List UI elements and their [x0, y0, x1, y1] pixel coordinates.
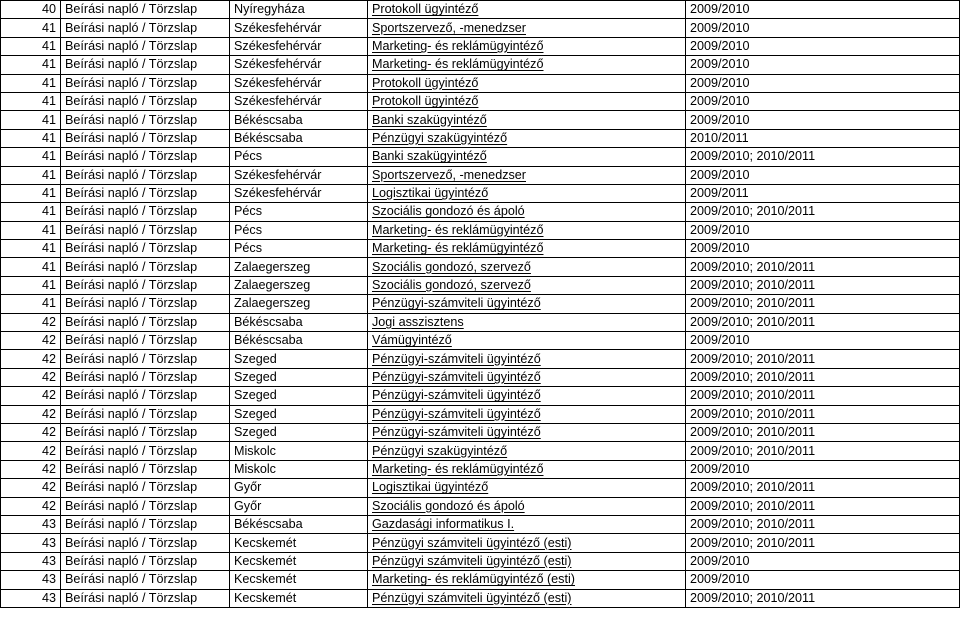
city-cell[interactable]: Zalaegerszeg	[230, 295, 368, 313]
table-row	[1, 479, 960, 497]
table-row	[1, 92, 960, 110]
qualification-cell[interactable]	[368, 442, 686, 460]
school-year-cell[interactable]: 2009/2010; 2010/2011	[686, 148, 960, 166]
table-row	[1, 423, 960, 441]
row-number-cell[interactable]: 41	[1, 111, 61, 129]
table-row	[1, 37, 960, 55]
row-number-cell[interactable]: 41	[1, 19, 61, 37]
table-row	[1, 552, 960, 570]
row-number-cell[interactable]: 40	[1, 1, 61, 19]
school-year-cell[interactable]: 2009/2010	[686, 111, 960, 129]
row-number-cell[interactable]: 41	[1, 184, 61, 202]
school-year-cell[interactable]: 2009/2010; 2010/2011	[686, 442, 960, 460]
document-type-cell[interactable]: Beírási napló / Törzslap	[61, 37, 230, 55]
table-row	[1, 258, 960, 276]
document-type-cell[interactable]: Beírási napló / Törzslap	[61, 184, 230, 202]
document-type-cell[interactable]: Beírási napló / Törzslap	[61, 497, 230, 515]
school-year-cell[interactable]: 2009/2010; 2010/2011	[686, 258, 960, 276]
qualification-cell[interactable]	[368, 276, 686, 294]
document-type-cell[interactable]: Beírási napló / Törzslap	[61, 56, 230, 74]
city-cell[interactable]: Kecskemét	[230, 534, 368, 552]
row-number-cell[interactable]: 41	[1, 276, 61, 294]
qualification-cell[interactable]	[368, 423, 686, 441]
school-year-cell[interactable]: 2009/2010	[686, 552, 960, 570]
city-cell[interactable]: Székesfehérvár	[230, 166, 368, 184]
school-year-cell[interactable]: 2009/2010; 2010/2011	[686, 387, 960, 405]
school-year-cell[interactable]: 2009/2010	[686, 37, 960, 55]
qualification-text: Marketing- és reklámügyintéző	[372, 38, 544, 53]
document-type-cell[interactable]: Beírási napló / Törzslap	[61, 203, 230, 221]
table-row	[1, 19, 960, 37]
city-cell[interactable]: Miskolc	[230, 460, 368, 478]
document-type-cell[interactable]: Beírási napló / Törzslap	[61, 221, 230, 239]
city-cell[interactable]: Békéscsaba	[230, 313, 368, 331]
row-number-cell[interactable]: 42	[1, 497, 61, 515]
table-row	[1, 442, 960, 460]
row-number-cell[interactable]: 41	[1, 92, 61, 110]
row-number-cell[interactable]: 42	[1, 387, 61, 405]
qualification-text: Pénzügyi szakügyintéző	[372, 443, 508, 458]
table-row	[1, 276, 960, 294]
city-cell[interactable]: Székesfehérvár	[230, 74, 368, 92]
qualification-text: Pénzügyi számviteli ügyintéző (esti)	[372, 535, 572, 550]
school-year-cell[interactable]: 2009/2010; 2010/2011	[686, 497, 960, 515]
school-year-cell[interactable]: 2009/2010	[686, 240, 960, 258]
document-type-cell[interactable]: Beírási napló / Törzslap	[61, 368, 230, 386]
table-body	[1, 1, 960, 608]
table-row	[1, 74, 960, 92]
table-row	[1, 221, 960, 239]
qualification-text: Logisztikai ügyintéző	[372, 186, 489, 201]
qualification-text: Marketing- és reklámügyintéző	[372, 222, 544, 237]
table-row	[1, 1, 960, 19]
table-row	[1, 203, 960, 221]
document-type-cell[interactable]: Beírási napló / Törzslap	[61, 442, 230, 460]
city-cell[interactable]: Pécs	[230, 148, 368, 166]
qualification-text: Banki szakügyintéző	[372, 149, 487, 164]
row-number-cell[interactable]: 42	[1, 423, 61, 441]
table-row	[1, 497, 960, 515]
table-row	[1, 129, 960, 147]
school-year-cell[interactable]: 2009/2010	[686, 332, 960, 350]
row-number-cell[interactable]: 42	[1, 405, 61, 423]
qualification-text: Szociális gondozó, szervező	[372, 278, 531, 293]
row-number-cell[interactable]: 41	[1, 129, 61, 147]
qualification-cell[interactable]	[368, 515, 686, 533]
qualification-cell[interactable]	[368, 184, 686, 202]
school-year-cell[interactable]: 2009/2010; 2010/2011	[686, 276, 960, 294]
row-number-cell[interactable]: 41	[1, 74, 61, 92]
school-year-cell[interactable]: 2009/2010; 2010/2011	[686, 350, 960, 368]
city-cell[interactable]: Pécs	[230, 203, 368, 221]
city-cell[interactable]: Székesfehérvár	[230, 56, 368, 74]
table-row	[1, 240, 960, 258]
city-cell[interactable]: Békéscsaba	[230, 111, 368, 129]
city-cell[interactable]: Kecskemét	[230, 589, 368, 607]
school-year-cell[interactable]: 2009/2010; 2010/2011	[686, 534, 960, 552]
row-number-cell[interactable]: 41	[1, 203, 61, 221]
document-type-cell[interactable]: Beírási napló / Törzslap	[61, 515, 230, 533]
qualification-cell[interactable]	[368, 313, 686, 331]
qualification-cell[interactable]	[368, 1, 686, 19]
table-row	[1, 295, 960, 313]
school-year-cell[interactable]: 2009/2010; 2010/2011	[686, 405, 960, 423]
document-type-cell[interactable]: Beírási napló / Törzslap	[61, 276, 230, 294]
row-number-cell[interactable]: 41	[1, 166, 61, 184]
qualification-text: Protokoll ügyintéző	[372, 75, 479, 90]
qualification-text: Vámügyintéző	[372, 333, 452, 348]
row-number-cell[interactable]: 42	[1, 460, 61, 478]
city-cell[interactable]: Zalaegerszeg	[230, 276, 368, 294]
table-row	[1, 589, 960, 607]
qualification-cell[interactable]	[368, 56, 686, 74]
qualification-text: Pénzügyi számviteli ügyintéző (esti)	[372, 553, 572, 568]
document-type-cell[interactable]: Beírási napló / Törzslap	[61, 332, 230, 350]
city-cell[interactable]: Székesfehérvár	[230, 19, 368, 37]
qualification-text: Pénzügyi-számviteli ügyintéző	[372, 296, 541, 311]
document-type-cell[interactable]: Beírási napló / Törzslap	[61, 571, 230, 589]
row-number-cell[interactable]: 42	[1, 479, 61, 497]
qualification-cell[interactable]	[368, 203, 686, 221]
qualification-cell[interactable]	[368, 148, 686, 166]
qualification-cell[interactable]	[368, 589, 686, 607]
qualification-text: Jogi asszisztens	[372, 314, 464, 329]
table-row	[1, 313, 960, 331]
document-type-cell[interactable]: Beírási napló / Törzslap	[61, 479, 230, 497]
city-cell[interactable]: Békéscsaba	[230, 515, 368, 533]
table-row	[1, 405, 960, 423]
document-type-cell[interactable]: Beírási napló / Törzslap	[61, 460, 230, 478]
document-type-cell[interactable]: Beírási napló / Törzslap	[61, 240, 230, 258]
city-cell[interactable]: Szeged	[230, 387, 368, 405]
row-number-cell[interactable]: 42	[1, 313, 61, 331]
qualification-cell[interactable]	[368, 387, 686, 405]
qualification-text: Marketing- és reklámügyintéző	[372, 241, 544, 256]
city-cell[interactable]: Győr	[230, 497, 368, 515]
city-cell[interactable]: Nyíregyháza	[230, 1, 368, 19]
school-year-cell[interactable]: 2009/2010	[686, 92, 960, 110]
school-year-cell[interactable]: 2009/2010; 2010/2011	[686, 479, 960, 497]
table-row	[1, 387, 960, 405]
city-cell[interactable]: Pécs	[230, 240, 368, 258]
document-type-cell[interactable]: Beírási napló / Törzslap	[61, 589, 230, 607]
qualification-cell[interactable]	[368, 74, 686, 92]
qualification-cell[interactable]	[368, 166, 686, 184]
document-type-cell[interactable]: Beírási napló / Törzslap	[61, 313, 230, 331]
document-type-cell[interactable]: Beírási napló / Törzslap	[61, 111, 230, 129]
qualification-text: Pénzügyi-számviteli ügyintéző	[372, 425, 541, 440]
qualification-text: Marketing- és reklámügyintéző (esti)	[372, 572, 575, 587]
qualification-text: Protokoll ügyintéző	[372, 94, 479, 109]
document-type-cell[interactable]: Beírási napló / Törzslap	[61, 92, 230, 110]
document-type-cell[interactable]: Beírási napló / Törzslap	[61, 19, 230, 37]
qualification-text: Szociális gondozó és ápoló	[372, 498, 525, 513]
qualification-text: Pénzügyi-számviteli ügyintéző	[372, 370, 541, 384]
document-type-cell[interactable]: Beírási napló / Törzslap	[61, 166, 230, 184]
qualification-text: Marketing- és reklámügyintéző	[372, 461, 544, 476]
city-cell[interactable]: Székesfehérvár	[230, 92, 368, 110]
table-row	[1, 56, 960, 74]
qualification-cell[interactable]	[368, 37, 686, 55]
qualification-text: Marketing- és reklámügyintéző	[372, 57, 544, 72]
row-number-cell[interactable]: 41	[1, 240, 61, 258]
school-year-cell[interactable]: 2009/2010; 2010/2011	[686, 589, 960, 607]
row-number-cell[interactable]: 41	[1, 56, 61, 74]
school-year-cell[interactable]: 2009/2010	[686, 56, 960, 74]
qualification-text: Pénzügyi-számviteli ügyintéző	[372, 406, 541, 421]
table-row	[1, 368, 960, 386]
school-year-cell[interactable]: 2009/2010	[686, 460, 960, 478]
document-type-cell[interactable]: Beírási napló / Törzslap	[61, 258, 230, 276]
school-year-cell[interactable]: 2009/2010	[686, 166, 960, 184]
table-row	[1, 515, 960, 533]
school-year-cell[interactable]: 2009/2010	[686, 19, 960, 37]
document-type-cell[interactable]: Beírási napló / Törzslap	[61, 534, 230, 552]
document-type-cell[interactable]: Beírási napló / Törzslap	[61, 129, 230, 147]
qualification-cell[interactable]	[368, 460, 686, 478]
document-type-cell[interactable]: Beírási napló / Törzslap	[61, 295, 230, 313]
qualification-text: Protokoll ügyintéző	[372, 2, 479, 17]
table-row	[1, 166, 960, 184]
city-cell[interactable]: Békéscsaba	[230, 332, 368, 350]
city-cell[interactable]: Miskolc	[230, 442, 368, 460]
school-year-cell[interactable]: 2009/2010; 2010/2011	[686, 515, 960, 533]
qualification-text: Szociális gondozó, szervező	[372, 259, 531, 274]
row-number-cell[interactable]: 41	[1, 295, 61, 313]
document-type-cell[interactable]: Beírási napló / Törzslap	[61, 552, 230, 570]
document-type-cell[interactable]: Beírási napló / Törzslap	[61, 405, 230, 423]
qualification-cell[interactable]	[368, 405, 686, 423]
row-number-cell[interactable]: 41	[1, 221, 61, 239]
school-year-cell[interactable]: 2010/2011	[686, 129, 960, 147]
table-row	[1, 332, 960, 350]
school-year-cell[interactable]: 2009/2010	[686, 221, 960, 239]
city-cell[interactable]: Szeged	[230, 405, 368, 423]
qualification-cell[interactable]	[368, 497, 686, 515]
qualification-cell[interactable]	[368, 111, 686, 129]
qualification-cell[interactable]	[368, 534, 686, 552]
school-year-cell[interactable]: 2009/2010; 2010/2011	[686, 313, 960, 331]
qualification-cell[interactable]	[368, 332, 686, 350]
qualification-cell[interactable]	[368, 295, 686, 313]
school-year-cell[interactable]: 2009/2011	[686, 184, 960, 202]
city-cell[interactable]: Kecskemét	[230, 571, 368, 589]
school-year-cell[interactable]: 2009/2010; 2010/2011	[686, 295, 960, 313]
qualification-cell[interactable]	[368, 552, 686, 570]
qualification-cell[interactable]	[368, 368, 686, 386]
table-row	[1, 148, 960, 166]
table-row	[1, 534, 960, 552]
qualification-cell[interactable]	[368, 221, 686, 239]
city-cell[interactable]: Békéscsaba	[230, 129, 368, 147]
qualification-text: Gazdasági informatikus I.	[372, 517, 515, 532]
qualification-cell[interactable]	[368, 92, 686, 110]
qualification-text: Sportszervező, -menedzser	[372, 20, 526, 35]
city-cell[interactable]: Szeged	[230, 350, 368, 368]
row-number-cell[interactable]: 43	[1, 552, 61, 570]
table-row	[1, 571, 960, 589]
city-cell[interactable]: Székesfehérvár	[230, 37, 368, 55]
row-number-cell[interactable]: 42	[1, 368, 61, 386]
table-row	[1, 184, 960, 202]
document-type-cell[interactable]: Beírási napló / Törzslap	[61, 350, 230, 368]
school-year-cell[interactable]: 2009/2010; 2010/2011	[686, 203, 960, 221]
table-row	[1, 350, 960, 368]
school-year-cell[interactable]: 2009/2010; 2010/2011	[686, 423, 960, 441]
city-cell[interactable]: Székesfehérvár	[230, 184, 368, 202]
qualification-cell[interactable]	[368, 240, 686, 258]
city-cell[interactable]: Pécs	[230, 221, 368, 239]
qualification-cell[interactable]	[368, 571, 686, 589]
document-type-cell[interactable]: Beírási napló / Törzslap	[61, 1, 230, 19]
row-number-cell[interactable]: 41	[1, 148, 61, 166]
row-number-cell[interactable]: 43	[1, 571, 61, 589]
city-cell[interactable]: Szeged	[230, 368, 368, 386]
school-year-cell[interactable]: 2009/2010; 2010/2011	[686, 368, 960, 386]
document-type-cell[interactable]: Beírási napló / Törzslap	[61, 387, 230, 405]
city-cell[interactable]: Kecskemét	[230, 552, 368, 570]
qualification-text: Sportszervező, -menedzser	[372, 167, 526, 182]
table-row	[1, 460, 960, 478]
row-number-cell[interactable]: 43	[1, 534, 61, 552]
row-number-cell[interactable]: 43	[1, 589, 61, 607]
qualification-text: Pénzügyi szakügyintéző	[372, 130, 508, 145]
school-year-cell[interactable]: 2009/2010	[686, 571, 960, 589]
table-row	[1, 111, 960, 129]
qualification-text: Szociális gondozó és ápoló	[372, 204, 525, 219]
qualification-text: Banki szakügyintéző	[372, 112, 487, 127]
qualification-cell[interactable]	[368, 129, 686, 147]
row-number-cell[interactable]: 42	[1, 442, 61, 460]
school-year-cell[interactable]: 2009/2010	[686, 74, 960, 92]
row-number-cell[interactable]: 41	[1, 258, 61, 276]
qualification-cell[interactable]	[368, 19, 686, 37]
row-number-cell[interactable]: 41	[1, 37, 61, 55]
city-cell[interactable]: Zalaegerszeg	[230, 258, 368, 276]
document-type-cell[interactable]: Beírási napló / Törzslap	[61, 74, 230, 92]
document-type-cell[interactable]: Beírási napló / Törzslap	[61, 423, 230, 441]
qualification-cell[interactable]	[368, 479, 686, 497]
school-year-cell[interactable]: 2009/2010	[686, 1, 960, 19]
row-number-cell[interactable]: 43	[1, 515, 61, 533]
city-cell[interactable]: Győr	[230, 479, 368, 497]
row-number-cell[interactable]: 42	[1, 350, 61, 368]
qualification-text: Pénzügyi-számviteli ügyintéző	[372, 388, 541, 403]
qualification-text: Pénzügyi-számviteli ügyintéző	[372, 351, 541, 366]
qualification-cell[interactable]	[368, 350, 686, 368]
document-type-cell[interactable]: Beírási napló / Törzslap	[61, 148, 230, 166]
city-cell[interactable]: Szeged	[230, 423, 368, 441]
qualification-text: Logisztikai ügyintéző	[372, 480, 489, 495]
row-number-cell[interactable]: 42	[1, 332, 61, 350]
qualification-cell[interactable]	[368, 258, 686, 276]
qualification-text: Pénzügyi számviteli ügyintéző (esti)	[372, 590, 572, 605]
